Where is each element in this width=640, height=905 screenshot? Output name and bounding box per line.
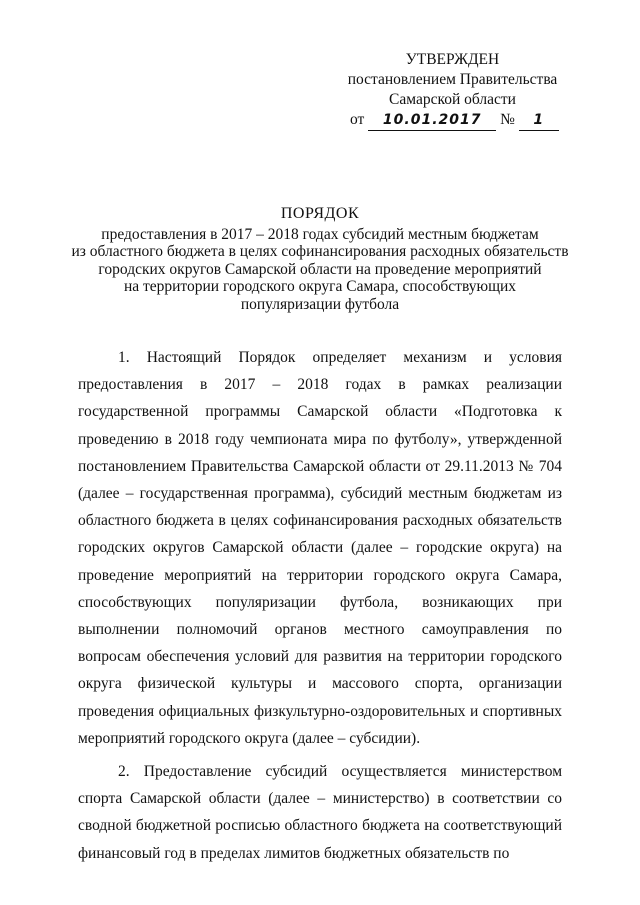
document-title: ПОРЯДОК [280,205,360,222]
handwritten-number: 1 [519,110,559,131]
approval-stamp [340,50,565,131]
heading-line: на территории городского округа Самара, способствующих [123,278,517,295]
handwritten-date: 10.01.2017 [368,110,496,131]
approval-title: УТВЕРЖДЕН [405,51,500,68]
heading-line: популяризации футбола [240,295,400,313]
number-sign: № [500,111,515,128]
approval-date-line [340,110,565,131]
paragraph-1: 1. Настоящий Порядок определяет механизм и условия предоставления в 2017 – 2018 годах в рамках реализации государственной программы Самарской области «Подготовка к проведению в 2018 году чемпионата мира по футболу», утвержденной постановлением Правительства Самарской области от 29.11.2013 № 704 (далее – государственная программа), субсидий местным бюджетам из областного бюджета в целях софинансирования расходных обязательств городских округов Самарской области (далее – городские округа) на проведение мероприятий на территории городского округа Самара, способствующих популяризации футбола, возникающих при выполнении полномочий органов местного самоуправления по вопросам обеспечения условий для развития на территории городского округа физической культуры и массового спорта, организации проведения официальных физкультурно-оздоровительных и спортивных мероприятий городского округа (далее – субсидии). [78,349,562,747]
heading-line: городских округов Самарской области на проведение мероприятий [98,260,542,278]
heading-line: предоставления в 2017 – 2018 годах субсидий местным бюджетам [101,225,539,243]
date-prefix: от [350,111,365,128]
document-heading [40,205,600,313]
document-body [78,344,562,873]
approval-line-2: Самарской области [389,91,516,108]
paragraph-2: 2. Предоставление субсидий осуществляется министерством спорта Самарской области (далее – министерство) в соответствии со сводной бюджетной росписью областного бюджета на соответствующий финансовый год в пределах лимитов бюджетных обязательств по [78,763,562,862]
approval-line-1: постановлением Правительства [347,71,558,88]
heading-line: из областного бюджета в целях софинансирования расходных обязательств [71,243,569,260]
